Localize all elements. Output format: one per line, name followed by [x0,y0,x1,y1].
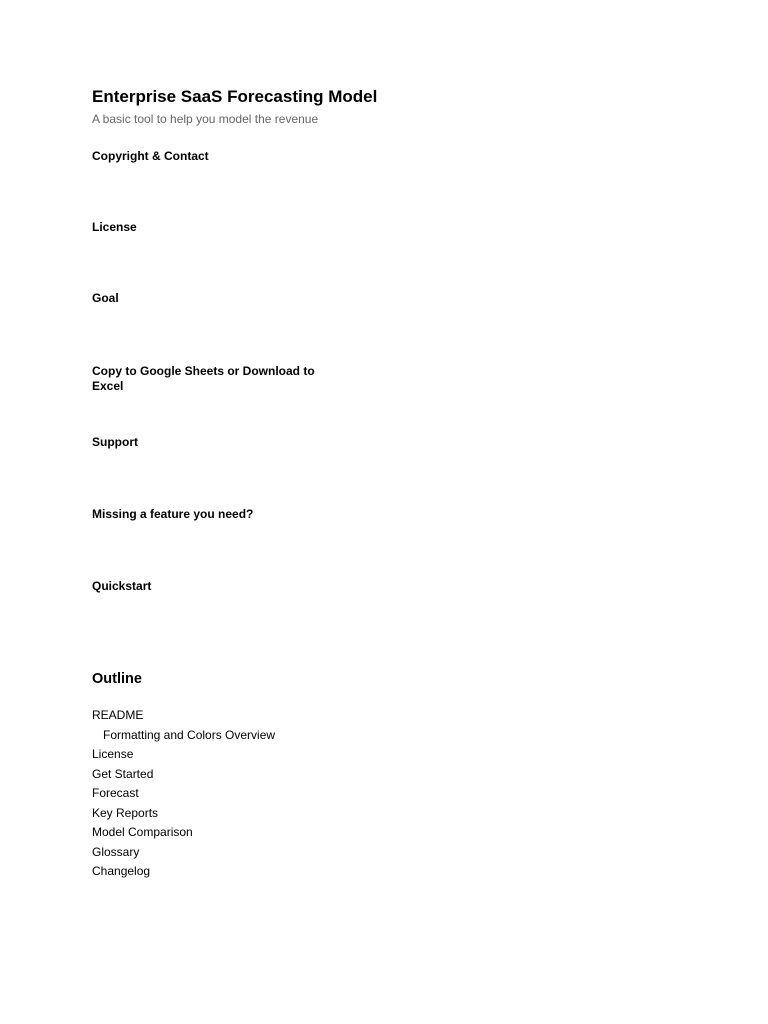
section-copyright-contact: Copyright & Contact [92,149,209,163]
outline-link-readme[interactable]: README [92,708,144,722]
section-quickstart: Quickstart [92,579,152,593]
section-goal: Goal [92,291,119,305]
outline-link-formatting-colors[interactable]: Formatting and Colors Overview [103,727,276,742]
outline-link-forecast[interactable]: Forecast [92,786,139,800]
section-missing-feature: Missing a feature you need? [92,507,254,521]
outline-link-key-reports[interactable]: Key Reports [92,805,159,820]
section-support: Support [92,435,138,449]
outline-heading: Outline [92,671,142,687]
section-copy-download: Copy to Google Sheets or Download to Excel [92,364,315,393]
sheet-subtitle: A basic tool to help you model the revenue [92,112,319,126]
outline-link-changelog[interactable]: Changelog [92,864,151,878]
outline-list [92,706,275,882]
section-license: License [92,220,137,234]
outline-link-get-started[interactable]: Get Started [92,766,154,781]
outline-link-license[interactable]: License [92,747,134,761]
sheet-title: Enterprise SaaS Forecasting Model [92,87,378,106]
outline-link-glossary[interactable]: Glossary [92,844,140,859]
outline-link-model-comparison[interactable]: Model Comparison [92,825,193,839]
